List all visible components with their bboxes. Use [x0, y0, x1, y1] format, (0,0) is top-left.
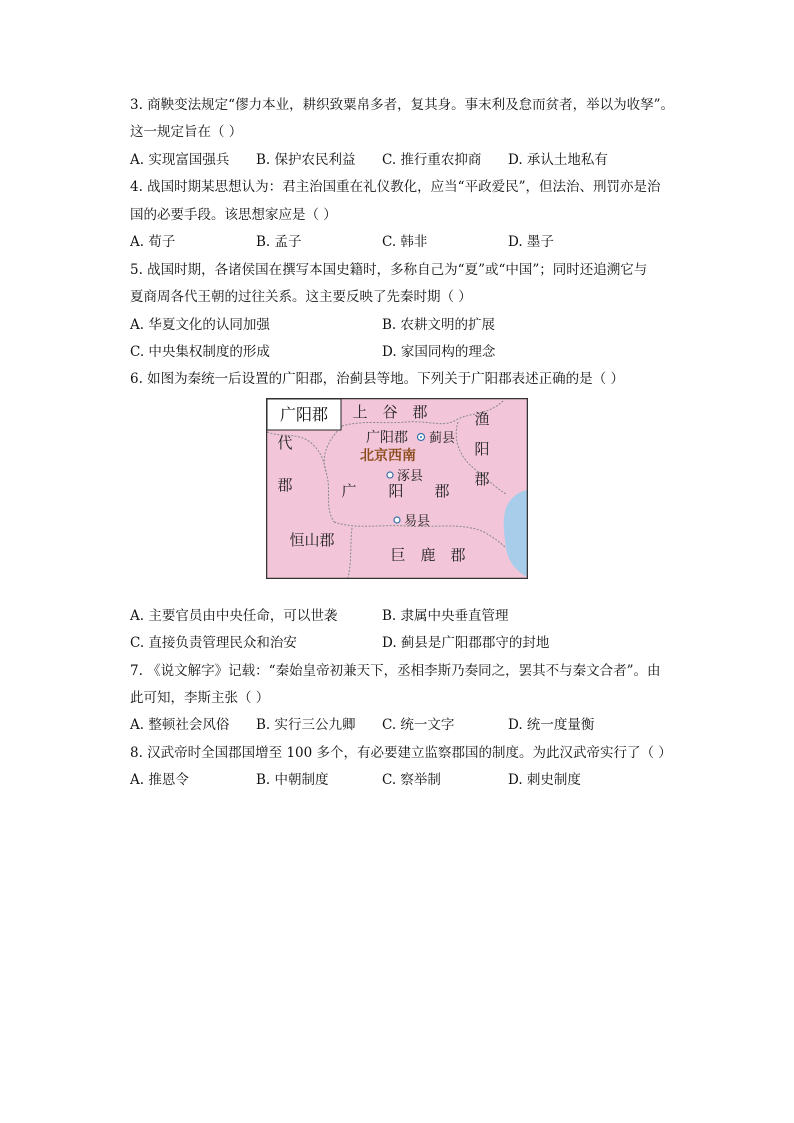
q3-line-2: 这一规定旨在（ ）	[130, 124, 243, 140]
q8-option-c[interactable]: C. 察举制	[382, 772, 441, 788]
q5-option-c[interactable]: C. 中央集权制度的形成	[130, 344, 270, 360]
q7-option-a[interactable]: A. 整顿社会风俗	[130, 717, 230, 733]
q5-line-2: 夏商周各代王朝的过往关系。这主要反映了先秦时期（ ）	[130, 289, 472, 305]
q4-option-b[interactable]: B. 孟子	[256, 234, 302, 250]
q7-option-d[interactable]: D. 统一度量衡	[508, 717, 595, 733]
q4-option-d[interactable]: D. 墨子	[508, 234, 554, 250]
label-dai: 代	[277, 434, 293, 452]
q8-option-b[interactable]: B. 中朝制度	[256, 772, 329, 788]
label-zhuoxian: 涿县	[397, 469, 424, 484]
label-yixian: 易县	[404, 514, 431, 529]
label-jun-mid: 郡	[434, 482, 450, 500]
q8-option-d[interactable]: D. 刺史制度	[508, 772, 581, 788]
q6-option-b[interactable]: B. 隶属中央垂直管理	[382, 608, 509, 624]
q7-line-1: 7. 《说文解字》记载：“秦始皇帝初兼天下，丞相李斯乃奏同之，罢其不与秦文合者”。由	[130, 663, 661, 679]
q6-option-a[interactable]: A. 主要官员由中央任命，可以世袭	[130, 608, 338, 624]
label-yu: 渔	[474, 410, 490, 428]
q5-line-1: 5. 战国时期，各诸侯国在撰写本国史籍时，多称自己为“夏”或“中国”；同时还追溯它与	[130, 262, 648, 278]
zhuoxian-marker	[387, 472, 393, 478]
label-hengshan: 恒山郡	[289, 531, 335, 549]
q4-line-1: 4. 战国时期某思想认为：君主治国重在礼仪教化，应当“平政爱民”，但法治、刑罚亦是治	[130, 179, 661, 195]
q7-line-2: 此可知，李斯主张（ ）	[130, 690, 270, 706]
q4-option-c[interactable]: C. 韩非	[382, 234, 428, 250]
q5-option-a[interactable]: A. 华夏文化的认同加强	[130, 317, 270, 333]
q3-line-1: 3. 商鞅变法规定“僇力本业，耕织致粟帛多者，复其身。事末利及怠而贫者，举以为收孥”。	[130, 97, 674, 113]
q3-option-c[interactable]: C. 推行重农抑商	[382, 152, 482, 168]
label-shanggu: 上 谷 郡	[352, 403, 428, 421]
label-guangyang-seat: 广阳郡	[366, 430, 408, 446]
q3-option-a[interactable]: A. 实现富国强兵	[130, 152, 230, 168]
q5-option-d[interactable]: D. 家国同构的理念	[382, 344, 496, 360]
guangyang-map	[266, 398, 528, 579]
q6-option-d[interactable]: D. 蓟县是广阳郡郡守的封地	[382, 635, 550, 651]
label-beijing: 北京西南	[360, 448, 416, 464]
q7-option-c[interactable]: C. 统一文字	[382, 717, 455, 733]
q8-option-a[interactable]: A. 推恩令	[130, 772, 189, 788]
q6-line-1: 6. 如图为秦统一后设置的广阳郡，治蓟县等地。下列关于广阳郡表述正确的是（ ）	[130, 371, 624, 387]
label-guang: 广	[341, 482, 357, 500]
q6-option-c[interactable]: C. 直接负责管理民众和治安	[130, 635, 297, 651]
yixian-marker	[394, 517, 400, 523]
map-title: 广阳郡	[279, 405, 329, 424]
label-jixian: 蓟县	[429, 431, 456, 446]
q7-option-b[interactable]: B. 实行三公九卿	[256, 717, 356, 733]
label-yang: 阳	[474, 440, 490, 458]
q4-line-2: 国的必要手段。该思想家应是（ ）	[130, 207, 337, 223]
label-jun-right: 郡	[474, 470, 490, 488]
label-julu: 巨 鹿 郡	[390, 546, 466, 564]
q8-line-1: 8. 汉武帝时全国郡国增至 100 多个，有必要建立监察郡国的制度。为此汉武帝实行了（ ）	[130, 745, 672, 761]
label-jun-left: 郡	[277, 476, 293, 494]
q4-option-a[interactable]: A. 荀子	[130, 234, 176, 250]
q3-option-b[interactable]: B. 保护农民利益	[256, 152, 356, 168]
q5-option-b[interactable]: B. 农耕文明的扩展	[382, 317, 496, 333]
label-yang2: 阳	[388, 482, 404, 500]
q3-option-d[interactable]: D. 承认土地私有	[508, 152, 608, 168]
